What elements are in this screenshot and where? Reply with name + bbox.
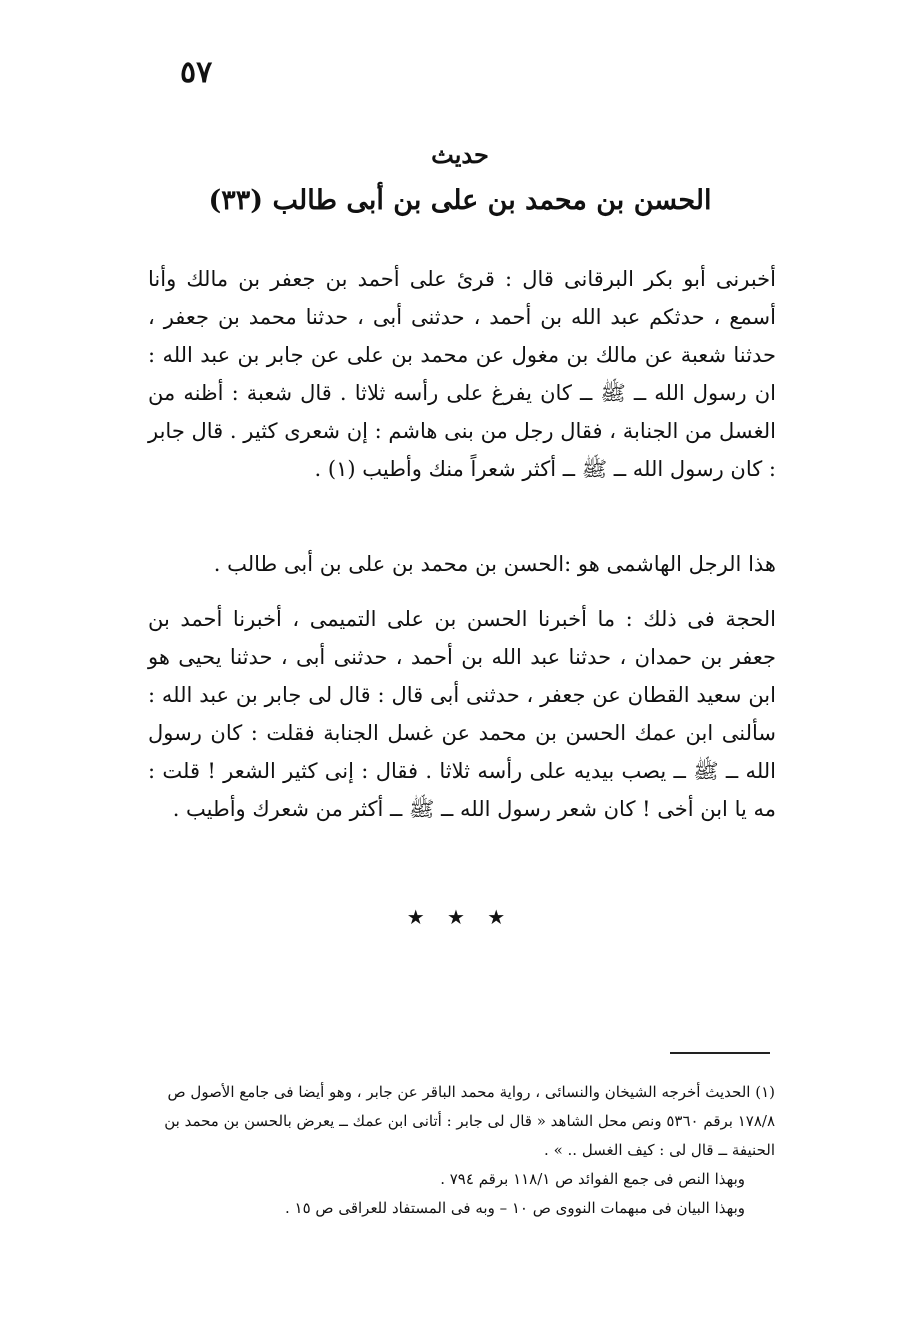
page-number: ٥٧ [180, 55, 213, 90]
chapter-title: (٣٣) الحسن بن محمد بن على بن أبى طالب [208, 185, 712, 216]
section-separator: ★ ★ ★ [406, 905, 514, 929]
section-heading: حديث [431, 140, 489, 169]
footnote-divider [670, 1052, 770, 1054]
body-paragraph-1: أخبرنى أبو بكر البرقانى قال : قرئ على أحمد بن جعفر بن مالك وأنا أسمع ، حدثكم عبد الله بن أحمد ، حدثنى أبى ، حدثنا محمد بن جعفر ، حدثنا شعبة عن مالك بن مغول عن محمد بن على عن جابر بن عبد الله : ان رسول الله ــ ﷺ ــ كان يفرغ على رأسه ثلاثا . قال شعبة : أظنه من الغسل من الجنابة ، فقال رجل من بنى هاشم : إن شعرى كثير . قال جابر : كان رسول الله ــ ﷺ ــ أكثر شعراً منك وأطيب (١) . [148, 267, 776, 481]
footnotes [135, 1078, 775, 1223]
footnote-1: (١) الحديث أخرجه الشيخان والنسائى ، رواية محمد الباقر عن جابر ، وهو أيضا فى جامع الأصول ص ١٧٨/٨ برقم ٥٣٦٠ ونص محل الشاهد « قال لى جابر : أتانى ابن عمك ــ يعرض بالحسن بن محمد بن الحنيفة ــ قال لى : كيف الغسل .. » . [164, 1083, 775, 1159]
body-paragraph-2: هذا الرجل الهاشمى هو :الحسن بن محمد بن على بن أبى طالب . [213, 552, 776, 576]
footnote-note-2: وبهذا النص فى جمع الفوائد ص ١١٨/١ برقم ٧٩٤ . [440, 1170, 745, 1188]
footnote-note-3: وبهذا البيان فى مبهمات النووى ص ١٠ – وبه فى المستفاد للعراقى ص ١٥ . [284, 1199, 745, 1217]
body-paragraph-3: الحجة فى ذلك : ما أخبرنا الحسن بن على التميمى ، أخبرنا أحمد بن جعفر بن حمدان ، حدثنا عبد الله بن أحمد ، حدثنى أبى ، حدثنا يحيى هو ابن سعيد القطان عن جعفر ، حدثنى أبى قال : قال لى جابر بن عبد الله : سألنى ابن عمك الحسن بن محمد عن غسل الجنابة فقلت : كان رسول الله ــ ﷺ ــ يصب بيديه على رأسه ثلاثا . فقال : إنى كثير الشعر ! قلت : مه يا ابن أخى ! كان شعر رسول الله ــ ﷺ ــ أكثر من شعرك وأطيب . [148, 607, 776, 821]
